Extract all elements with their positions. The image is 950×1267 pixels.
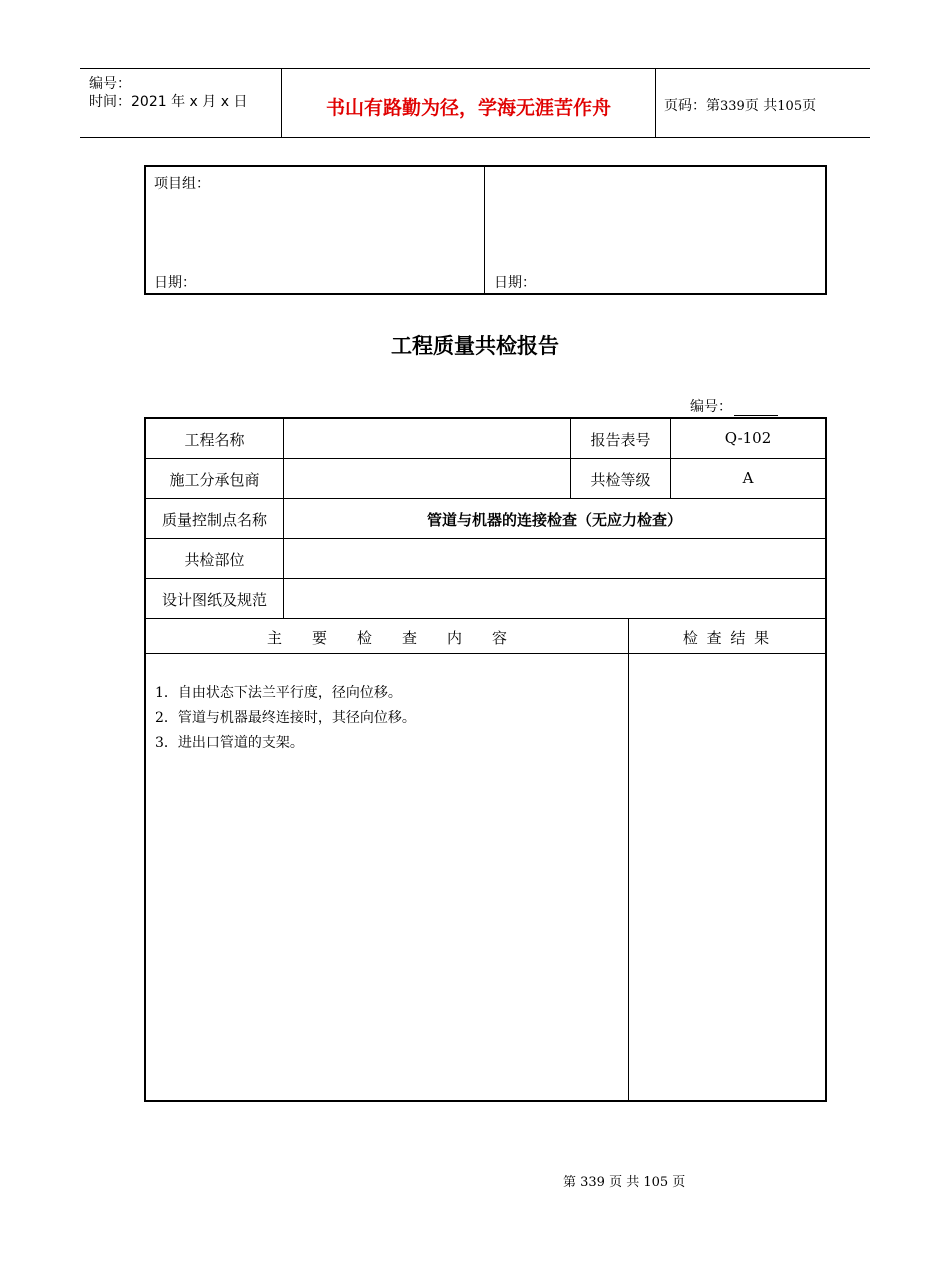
header-page-indicator <box>664 95 816 115</box>
label-subcontractor: 施工分承包商 <box>169 471 260 489</box>
page-header <box>80 68 870 138</box>
page-footer: 第 339 页 共 105 页 <box>563 1175 686 1190</box>
list-item: 1．自由状态下法兰平行度，径向位移。 <box>155 685 402 701</box>
doc-number-blank <box>734 401 778 416</box>
label-inspection-grade: 共检等级 <box>590 471 651 489</box>
row-divider <box>146 653 825 654</box>
label-project-name: 工程名称 <box>184 431 245 449</box>
value-control-point: 管道与机器的连接检查（无应力检查） <box>426 511 682 529</box>
col-divider <box>628 618 629 1100</box>
page-prefix: 页码：第 <box>664 98 720 114</box>
inspection-form <box>144 417 827 1102</box>
value-report-form-no: Q-102 <box>724 429 772 447</box>
list-item: 3．进出口管道的支架。 <box>155 735 304 751</box>
header-motto: 书山有路勤为径，学海无涯苦作舟 <box>325 97 611 119</box>
row-divider <box>146 578 825 579</box>
header-page-cell <box>655 69 870 137</box>
list-item: 2．管道与机器最终连接时，其径向位移。 <box>155 710 416 726</box>
doc-number-label: 编号： <box>690 399 732 415</box>
row-divider <box>146 498 825 499</box>
date-right-label: 日期： <box>494 275 536 291</box>
header-time-label: 时间：2021 年 x 月 x 日 <box>89 94 248 110</box>
page-title: 工程质量共检报告 <box>391 334 559 358</box>
row-divider <box>146 538 825 539</box>
inspection-items <box>155 681 416 756</box>
doc-number <box>690 396 778 416</box>
label-report-form-no: 报告表号 <box>590 431 651 449</box>
label-control-point: 质量控制点名称 <box>161 511 267 529</box>
date-left-label: 日期： <box>154 275 196 291</box>
value-inspection-grade: A <box>742 469 754 487</box>
result-header: 检 查 结 果 <box>682 629 772 647</box>
header-motto-cell <box>281 69 656 137</box>
page-current: 339 <box>720 99 745 114</box>
page-total: 105 <box>777 99 803 114</box>
row-divider <box>146 618 825 619</box>
project-group-label: 项目组： <box>154 176 210 192</box>
page-suffix: 页 <box>802 98 817 114</box>
row-divider <box>146 458 825 459</box>
label-design-drawings: 设计图纸及规范 <box>161 591 267 609</box>
header-number-label: 编号： <box>89 76 131 92</box>
page-mid: 页 共 <box>744 98 778 114</box>
signature-table <box>144 165 827 295</box>
header-meta <box>80 69 280 137</box>
signature-divider <box>484 167 485 293</box>
content-header: 主 要 检 查 内 容 <box>266 629 507 647</box>
label-inspection-area: 共检部位 <box>184 551 245 569</box>
